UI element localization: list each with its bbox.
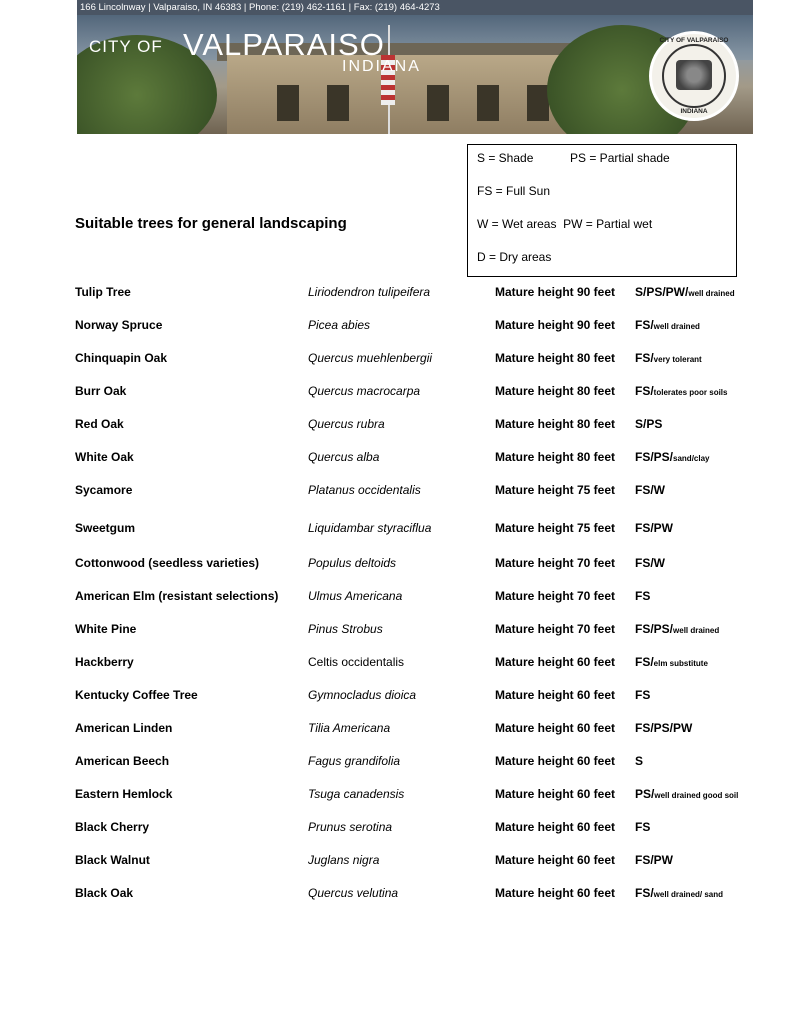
tree-conditions — [635, 521, 673, 535]
tree-common-name: White Pine — [75, 622, 137, 636]
tree-scientific-name: Celtis occidentalis — [308, 655, 405, 669]
tree-scientific-name: Liquidambar styraciflua — [308, 521, 432, 535]
tree-row — [0, 351, 791, 371]
tree-scientific-name: Quercus rubra — [308, 417, 385, 431]
tree-common-name: American Beech — [75, 754, 170, 768]
tree-conditions — [635, 483, 665, 497]
tree-mature-height: Mature height 60 feet — [495, 721, 616, 735]
tree-conditions — [635, 655, 708, 669]
tree-conditions — [635, 721, 692, 735]
tree-condition-codes: FS/PS/PW — [635, 721, 693, 735]
tree-condition-codes: FS/PS/ — [635, 450, 674, 464]
tree-mature-height: Mature height 60 feet — [495, 655, 616, 669]
tree-common-name: Tulip Tree — [75, 285, 131, 299]
tree-row — [0, 450, 791, 470]
tree-condition-codes: PS/ — [635, 787, 655, 801]
seal-top-text: CITY OF VALPARAISO — [659, 37, 729, 44]
tree-scientific-name: Quercus alba — [308, 450, 380, 464]
tree-condition-codes: FS/ — [635, 886, 654, 900]
tree-conditions — [635, 450, 709, 464]
tree-mature-height: Mature height 75 feet — [495, 483, 616, 497]
tree-row — [0, 384, 791, 404]
tree-common-name: Sycamore — [75, 483, 133, 497]
tree-row — [0, 688, 791, 708]
tree-common-name: Black Oak — [75, 886, 134, 900]
tree-scientific-name: Fagus grandifolia — [308, 754, 401, 768]
tree-conditions — [635, 417, 662, 431]
tree-mature-height: Mature height 70 feet — [495, 589, 616, 603]
tree-condition-codes: FS/PS/ — [635, 622, 674, 636]
legend-shade: S = Shade — [477, 151, 534, 165]
tree-row — [0, 521, 791, 541]
tree-scientific-name: Pinus Strobus — [308, 622, 383, 636]
tree-conditions — [635, 589, 650, 603]
tree-common-name: Burr Oak — [75, 384, 127, 398]
tree-scientific-name: Prunus serotina — [308, 820, 393, 834]
tree-scientific-name: Quercus muehlenbergii — [308, 351, 433, 365]
tree-conditions — [635, 787, 738, 801]
tree-mature-height: Mature height 90 feet — [495, 285, 616, 299]
legend-dry: D = Dry areas — [477, 250, 552, 264]
tree-row — [0, 820, 791, 840]
tree-common-name: Kentucky Coffee Tree — [75, 688, 198, 702]
logo-city-name: VALPARAISO — [183, 27, 385, 62]
tree-conditions — [635, 556, 665, 570]
tree-row — [0, 318, 791, 338]
tree-condition-codes: S — [635, 754, 644, 768]
tree-condition-note: sand/clay — [673, 454, 710, 463]
tree-mature-height: Mature height 80 feet — [495, 417, 616, 431]
tree-condition-codes: FS/ — [635, 384, 654, 398]
tree-row — [0, 886, 791, 906]
tree-row — [0, 787, 791, 807]
tree-row — [0, 622, 791, 642]
tree-conditions — [635, 754, 643, 768]
header-banner — [77, 15, 753, 134]
tree-condition-codes: FS/ — [635, 351, 654, 365]
tree-conditions — [635, 351, 702, 365]
tree-condition-codes: FS/ — [635, 655, 654, 669]
tree-condition-codes: FS/W — [635, 556, 665, 570]
tree-mature-height: Mature height 90 feet — [495, 318, 616, 332]
tree-row — [0, 853, 791, 873]
tree-mature-height: Mature height 60 feet — [495, 820, 616, 834]
tree-scientific-name: Populus deltoids — [308, 556, 397, 570]
tree-mature-height: Mature height 80 feet — [495, 384, 616, 398]
legend-full-sun: FS = Full Sun — [477, 184, 551, 198]
tree-conditions — [635, 622, 719, 636]
tree-condition-codes: FS/PW — [635, 521, 673, 535]
tree-scientific-name: Tilia Americana — [308, 721, 391, 735]
tree-scientific-name: Liriodendron tulipeifera — [308, 285, 431, 299]
tree-mature-height: Mature height 80 feet — [495, 450, 616, 464]
tree-conditions — [635, 318, 700, 332]
tree-mature-height: Mature height 60 feet — [495, 853, 616, 867]
logo-city-of: CITY OF — [89, 37, 163, 56]
tree-condition-note: elm substitute — [653, 659, 708, 668]
tree-condition-codes: FS/W — [635, 483, 665, 497]
tree-conditions — [635, 853, 673, 867]
tree-common-name: Red Oak — [75, 417, 124, 431]
tree-common-name: Cottonwood (seedless varieties) — [75, 556, 260, 570]
tree-scientific-name: Tsuga canadensis — [308, 787, 405, 801]
tree-row — [0, 721, 791, 741]
tree-common-name: Chinquapin Oak — [75, 351, 168, 365]
tree-common-name: American Elm (resistant selections) — [75, 589, 279, 603]
tree-condition-codes: FS — [635, 589, 651, 603]
tree-scientific-name: Quercus velutina — [308, 886, 399, 900]
tree-mature-height: Mature height 80 feet — [495, 351, 616, 365]
tree-mature-height: Mature height 60 feet — [495, 886, 616, 900]
tree-scientific-name: Ulmus Americana — [308, 589, 403, 603]
tree-row — [0, 754, 791, 774]
tree-condition-note: tolerates poor soils — [653, 388, 728, 397]
tree-mature-height: Mature height 70 feet — [495, 622, 616, 636]
tree-condition-codes: FS/PW — [635, 853, 673, 867]
seal-bottom-text: INDIANA — [680, 108, 708, 115]
tree-common-name: Black Cherry — [75, 820, 150, 834]
legend-wet: W = Wet areas PW = Partial wet — [477, 217, 653, 231]
tree-condition-note: well drained — [673, 626, 720, 635]
tree-conditions — [635, 886, 723, 900]
tree-mature-height: Mature height 60 feet — [495, 787, 616, 801]
tree-scientific-name: Gymnocladus dioica — [308, 688, 417, 702]
tree-row — [0, 285, 791, 305]
tree-condition-codes: FS/ — [635, 318, 654, 332]
tree-condition-codes: FS — [635, 820, 651, 834]
city-seal — [649, 31, 739, 121]
tree-mature-height: Mature height 60 feet — [495, 688, 616, 702]
tree-mature-height: Mature height 60 feet — [495, 754, 616, 768]
tree-condition-note: well drained good soil — [654, 791, 739, 800]
tree-row — [0, 556, 791, 576]
tree-common-name: Norway Spruce — [75, 318, 163, 332]
tree-condition-note: well drained — [688, 289, 735, 298]
tree-condition-codes: S/PS — [635, 417, 663, 431]
tree-row — [0, 589, 791, 609]
tree-row — [0, 417, 791, 437]
tree-scientific-name: Juglans nigra — [308, 853, 380, 867]
tree-common-name: American Linden — [75, 721, 173, 735]
tree-common-name: Eastern Hemlock — [75, 787, 173, 801]
tree-mature-height: Mature height 70 feet — [495, 556, 616, 570]
tree-conditions — [635, 820, 650, 834]
seal-emblem-icon — [676, 60, 712, 90]
tree-common-name: Hackberry — [75, 655, 134, 669]
tree-conditions — [635, 285, 735, 299]
tree-row — [0, 655, 791, 675]
tree-common-name: White Oak — [75, 450, 134, 464]
tree-mature-height: Mature height 75 feet — [495, 521, 616, 535]
legend-partial-shade: PS = Partial shade — [570, 151, 670, 165]
tree-condition-codes: S/PS/PW/ — [635, 285, 689, 299]
tree-row — [0, 483, 791, 503]
tree-condition-note: well drained/ sand — [653, 890, 724, 899]
tree-condition-note: very tolerant — [653, 355, 702, 364]
tree-scientific-name: Picea abies — [308, 318, 371, 332]
page-heading: Suitable trees for general landscaping — [75, 215, 347, 232]
contact-bar: 166 Lincolnway | Valparaiso, IN 46383 | Phone: (219) 462-1161 | Fax: (219) 464-4273 — [77, 0, 753, 15]
tree-scientific-name: Platanus occidentalis — [308, 483, 421, 497]
tree-common-name: Sweetgum — [75, 521, 136, 535]
tree-conditions — [635, 384, 727, 398]
tree-conditions — [635, 688, 650, 702]
tree-scientific-name: Quercus macrocarpa — [308, 384, 421, 398]
legend-box — [467, 144, 737, 277]
tree-common-name: Black Walnut — [75, 853, 150, 867]
tree-condition-codes: FS — [635, 688, 651, 702]
tree-condition-note: well drained — [653, 322, 700, 331]
logo-state: INDIANA — [342, 58, 421, 75]
